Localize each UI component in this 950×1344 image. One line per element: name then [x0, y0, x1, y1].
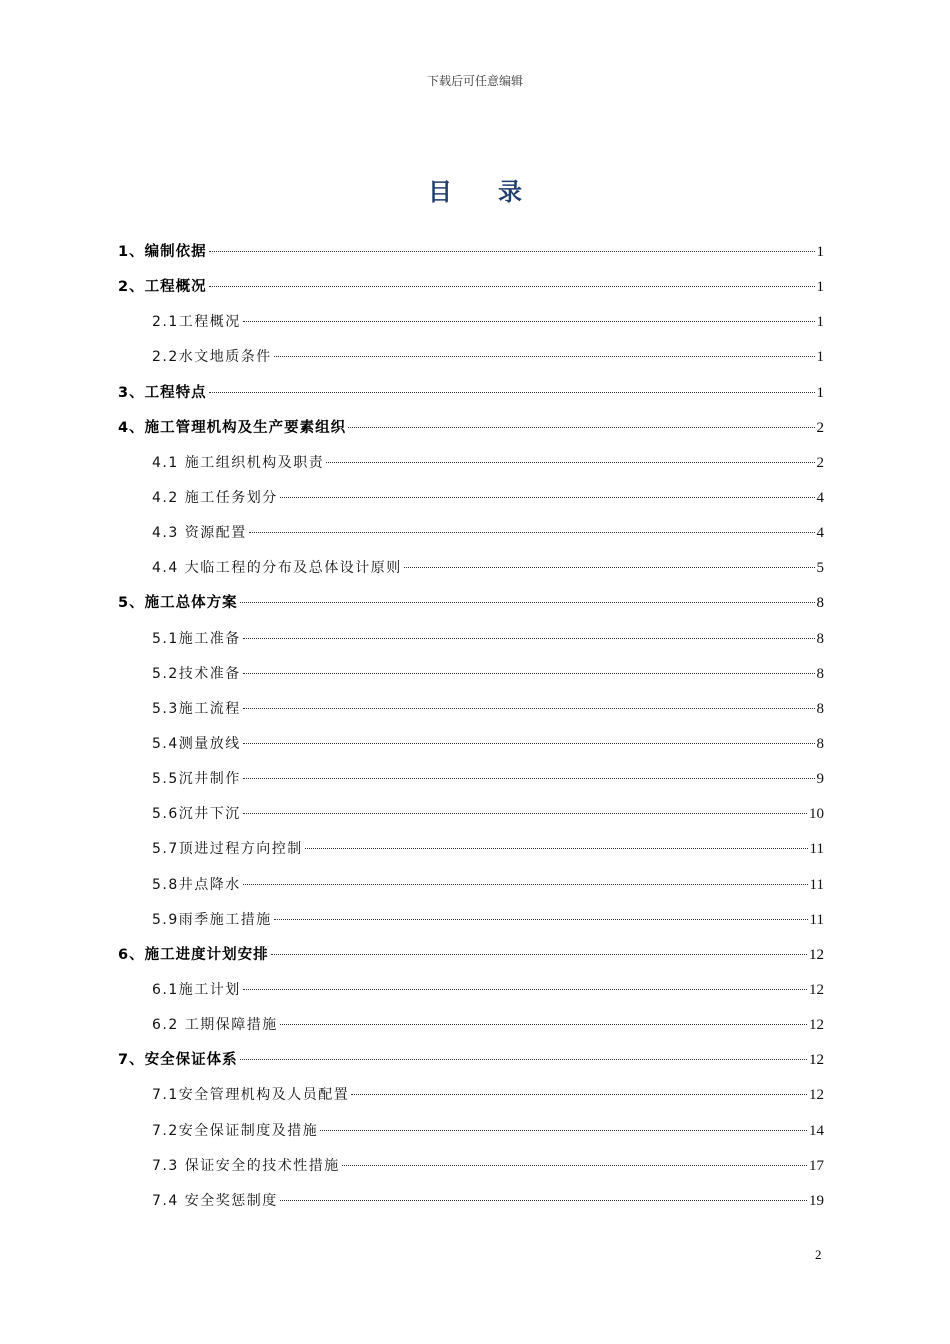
- toc-entry-label: 6.2 工期保障措施: [152, 1017, 278, 1034]
- toc-entry-page: 1: [816, 349, 824, 366]
- toc-entry[interactable]: [118, 1011, 824, 1046]
- toc-dot-leader: [243, 743, 815, 744]
- toc-dot-leader: [243, 989, 807, 990]
- toc-title: 目录: [428, 178, 568, 206]
- toc-dot-leader: [280, 1200, 807, 1201]
- toc-entry-label: 5.1施工准备: [152, 630, 241, 647]
- toc-entry-label: 5.3施工流程: [152, 700, 241, 717]
- toc-dot-leader: [274, 919, 808, 920]
- toc-dot-leader: [240, 1059, 807, 1060]
- toc-entry[interactable]: [118, 695, 824, 730]
- toc-entry[interactable]: [118, 308, 824, 343]
- toc-entry-label: 5、施工总体方案: [118, 595, 238, 612]
- toc-entry-label: 5.6沉井下沉: [152, 806, 241, 823]
- toc-dot-leader: [271, 954, 807, 955]
- toc-entry[interactable]: [118, 765, 824, 800]
- toc-entry-label: 4、施工管理机构及生产要素组织: [118, 419, 347, 436]
- toc-dot-leader: [274, 356, 815, 357]
- toc-entry-page: 1: [816, 244, 824, 260]
- page-number: 2: [815, 1247, 822, 1262]
- toc-entry[interactable]: [118, 343, 824, 378]
- toc-dot-leader: [243, 673, 815, 674]
- toc-entry[interactable]: [118, 1117, 824, 1152]
- toc-entry[interactable]: [118, 835, 824, 870]
- toc-dot-leader: [342, 1165, 807, 1166]
- toc-entry-page: 8: [816, 735, 824, 752]
- toc-entry-page: 5: [816, 560, 824, 577]
- toc-entry-page: 12: [809, 946, 824, 963]
- toc-entry-label: 5.9雨季施工措施: [152, 911, 272, 928]
- toc-entry-page: 8: [816, 595, 824, 612]
- toc-entry[interactable]: [118, 379, 824, 414]
- toc-entry[interactable]: [118, 625, 824, 660]
- toc-entry-page: 8: [816, 700, 824, 717]
- toc-entry[interactable]: [118, 1081, 824, 1116]
- toc-entry-label: 2、工程概况: [118, 279, 207, 296]
- toc-entry-label: 5.4测量放线: [152, 735, 241, 752]
- toc-entry-label: 7.1安全管理机构及人员配置: [152, 1087, 350, 1104]
- toc-dot-leader: [326, 462, 814, 463]
- toc-entry-page: 8: [816, 665, 824, 682]
- toc-entry[interactable]: [118, 484, 824, 519]
- toc-entry-page: 1: [816, 279, 824, 296]
- toc-entry-label: 5.7顶进过程方向控制: [152, 841, 303, 858]
- toc-entry-label: 4.3 资源配置: [152, 525, 247, 542]
- toc-dot-leader: [280, 1024, 807, 1025]
- toc-entry[interactable]: [118, 1187, 824, 1222]
- toc-dot-leader: [351, 1094, 807, 1095]
- toc-entry-label: 4.4 大临工程的分布及总体设计原则: [152, 560, 402, 577]
- toc-entry-label: 4.1 施工组织机构及职责: [152, 454, 325, 471]
- toc-entry-label: 7、安全保证体系: [118, 1052, 238, 1069]
- toc-dot-leader: [305, 848, 808, 849]
- toc-entry[interactable]: [118, 660, 824, 695]
- toc-entry[interactable]: [118, 238, 824, 273]
- toc-entry[interactable]: [118, 273, 824, 308]
- toc-entry-page: 11: [809, 876, 824, 893]
- toc-entry-label: 7.4 安全奖惩制度: [152, 1192, 278, 1209]
- toc-dot-leader: [280, 497, 815, 498]
- toc-entry-label: 7.3 保证安全的技术性措施: [152, 1157, 340, 1174]
- toc-entry-label: 2.2水文地质条件: [152, 349, 272, 366]
- toc-entry-label: 6、施工进度计划安排: [118, 946, 269, 963]
- toc-dot-leader: [243, 884, 808, 885]
- toc-entry-page: 11: [809, 841, 824, 858]
- toc-entry-page: 14: [809, 1122, 824, 1139]
- toc-entry-page: 12: [809, 1017, 824, 1034]
- toc-entry-label: 2.1工程概况: [152, 314, 241, 331]
- toc-dot-leader: [240, 602, 815, 603]
- toc-dot-leader: [348, 427, 814, 428]
- toc-entry-page: 2: [816, 454, 824, 471]
- toc-entry[interactable]: [118, 414, 824, 449]
- toc-dot-leader: [404, 567, 815, 568]
- toc-entry-page: 11: [809, 911, 824, 928]
- toc-entry[interactable]: [118, 871, 824, 906]
- toc-entry-page: 1: [816, 314, 824, 331]
- toc-entry-page: 8: [816, 630, 824, 647]
- table-of-contents: [118, 238, 824, 1222]
- toc-entry-page: 1: [816, 384, 824, 401]
- toc-entry[interactable]: [118, 1152, 824, 1187]
- toc-entry[interactable]: [118, 554, 824, 589]
- toc-entry[interactable]: [118, 449, 824, 484]
- toc-entry-page: 2: [816, 419, 824, 436]
- toc-dot-leader: [249, 532, 815, 533]
- toc-entry-page: 12: [809, 1052, 824, 1069]
- toc-entry[interactable]: [118, 730, 824, 765]
- page-header: 下载后可任意编辑: [426, 74, 523, 88]
- toc-entry-label: 7.2安全保证制度及措施: [152, 1122, 319, 1139]
- toc-entry-label: 5.5沉井制作: [152, 771, 241, 788]
- toc-dot-leader: [320, 1130, 807, 1131]
- toc-entry-label: 1、编制依据: [118, 244, 207, 260]
- toc-entry-label: 5.8井点降水: [152, 876, 241, 893]
- toc-entry-label: 5.2技术准备: [152, 665, 241, 682]
- toc-entry-page: 12: [809, 1087, 824, 1104]
- toc-dot-leader: [243, 321, 815, 322]
- toc-entry-page: 19: [809, 1192, 824, 1209]
- toc-entry-page: 9: [816, 771, 824, 788]
- toc-entry[interactable]: [118, 589, 824, 624]
- toc-entry[interactable]: [118, 941, 824, 976]
- toc-entry-page: 17: [809, 1157, 824, 1174]
- toc-dot-leader: [243, 813, 807, 814]
- toc-dot-leader: [209, 392, 815, 393]
- toc-entry-page: 10: [809, 806, 824, 823]
- toc-entry[interactable]: [118, 906, 824, 941]
- toc-entry[interactable]: [118, 519, 824, 554]
- toc-dot-leader: [209, 251, 815, 252]
- toc-entry[interactable]: [118, 1046, 824, 1081]
- toc-entry[interactable]: [118, 800, 824, 835]
- toc-dot-leader: [243, 778, 815, 779]
- toc-entry-label: 3、工程特点: [118, 384, 207, 401]
- toc-entry-label: 6.1施工计划: [152, 981, 241, 998]
- toc-entry-label: 4.2 施工任务划分: [152, 489, 278, 506]
- toc-dot-leader: [243, 638, 815, 639]
- toc-entry-page: 12: [809, 981, 824, 998]
- toc-entry-page: 4: [816, 489, 824, 506]
- toc-dot-leader: [209, 286, 815, 287]
- toc-entry[interactable]: [118, 976, 824, 1011]
- toc-entry-page: 4: [816, 525, 824, 542]
- toc-dot-leader: [243, 708, 815, 709]
